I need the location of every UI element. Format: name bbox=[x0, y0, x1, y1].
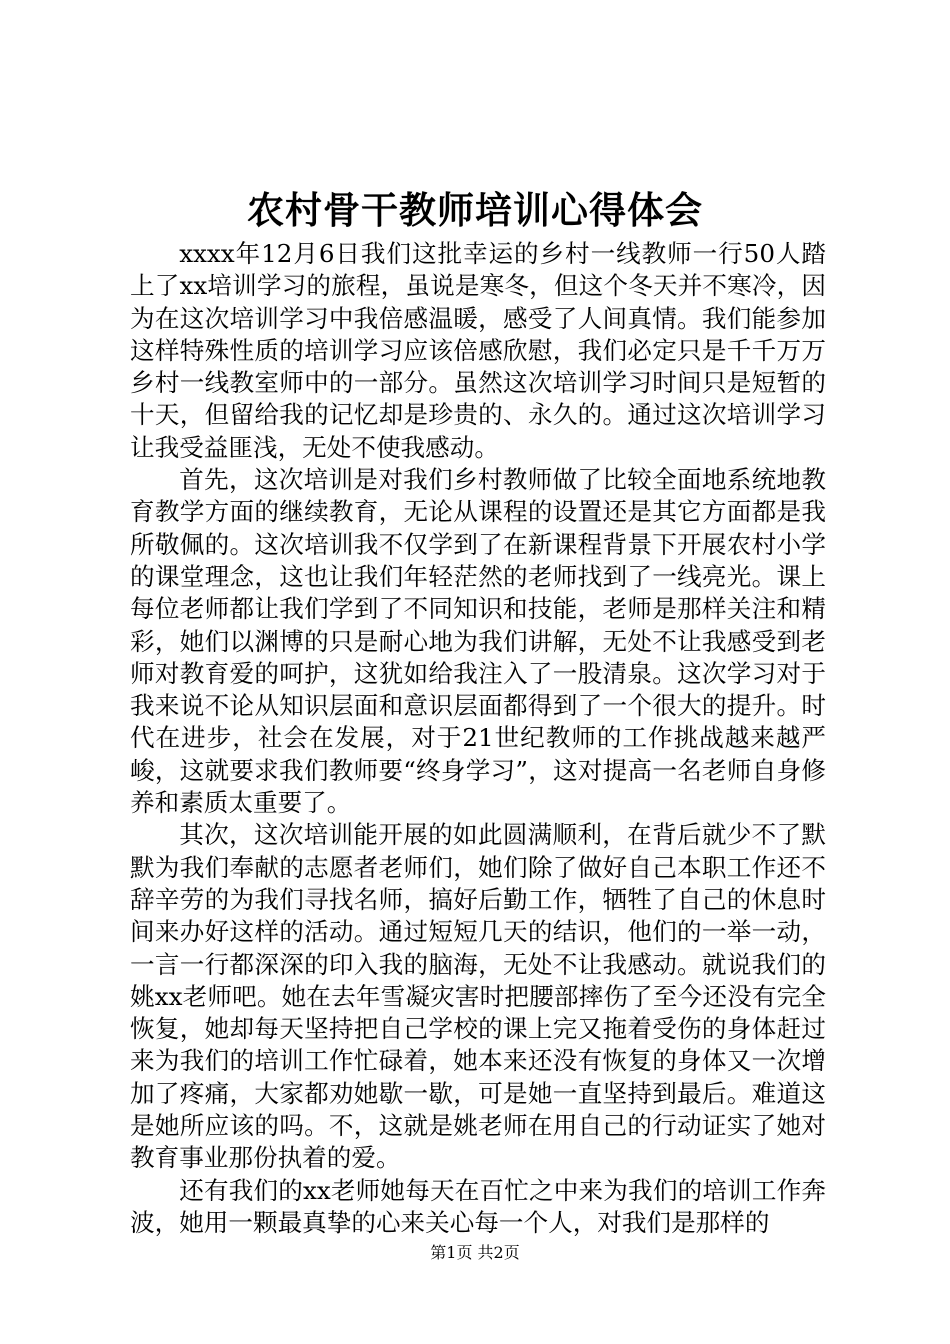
document-title: 农村骨干教师培训心得体会 bbox=[247, 188, 703, 232]
paragraph-4: 还有我们的xx老师她每天在百忙之中来为我们的培训工作奔波，她用一颗最真挚的心来关心每一个人，对我们是那样的 bbox=[130, 1175, 826, 1237]
document-body bbox=[130, 238, 826, 1239]
paragraph-2: 首先，这次培训是对我们乡村教师做了比较全面地系统地教育教学方面的继续教育，无论从课程的设置还是其它方面都是我所敬佩的。这次培训我不仅学到了在新课程背景下开展农村小学的课堂理念，这也让我们年轻茫然的老师找到了一线亮光。课上每位老师都让我们学到了不同知识和技能，老师是那样关注和精彩，她们以渊博的只是耐心地为我们讲解，无处不让我感受到老师对教育爱的呵护，这犹如给我注入了一股清泉。这次学习对于我来说不论从知识层面和意识层面都得到了一个很大的提升。时代在进步，社会在发展，对于21世纪教师的工作挑战越来越严峻，这就要求我们教师要“终身学习”，这对提高一名老师自身修养和素质太重要了。 bbox=[130, 465, 826, 818]
paragraph-1: xxxx年12月6日我们这批幸运的乡村一线教师一行50人踏上了xx培训学习的旅程，虽说是寒冬，但这个冬天并不寒冷，因为在这次培训学习中我倍感温暖，感受了人间真情。我们能参加这样特殊性质的培训学习应该倍感欣慰，我们必定只是千千万万乡村一线教室师中的一部分。虽然这次培训学习时间只是短暂的十天，但留给我的记忆却是珍贵的、永久的。通过这次培训学习让我受益匪浅，无处不使我感动。 bbox=[130, 239, 826, 462]
page-number-footer: 第1页 共2页 bbox=[430, 1243, 520, 1262]
paragraph-3: 其次，这次培训能开展的如此圆满顺利，在背后就少不了默默为我们奉献的志愿者老师们，她们除了做好自己本职工作还不辞辛劳的为我们寻找名师，搞好后勤工作，牺牲了自己的休息时间来办好这样的活动。通过短短几天的结识，他们的一举一动，一言一行都深深的印入我的脑海，无处不让我感动。就说我们的姚xx老师吧。她在去年雪凝灾害时把腰部摔伤了至今还没有完全恢复，她却每天坚持把自己学校的课上完又拖着受伤的身体赶过来为我们的培训工作忙碌着，她本来还没有恢复的身体又一次增加了疼痛，大家都劝她歇一歇，可是她一直坚持到最后。难道这是她所应该的吗。不，这就是姚老师在用自己的行动证实了她对教育事业那份执着的爱。 bbox=[130, 820, 826, 1173]
